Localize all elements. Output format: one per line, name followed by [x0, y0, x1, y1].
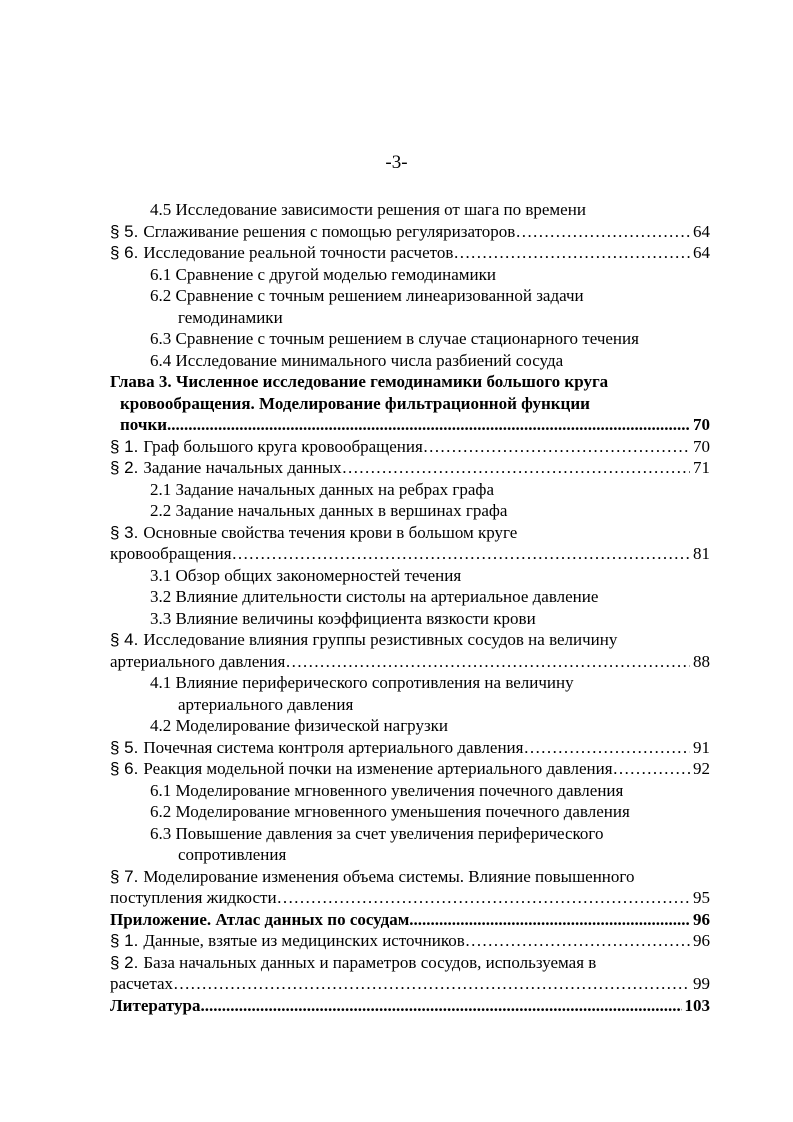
toc-literature-heading [110, 995, 710, 1017]
toc-entry-2-2 [110, 500, 710, 522]
toc-chapter-3-heading-end [110, 414, 710, 436]
toc-entry-text: Почечная система контроля артериального давления [143, 737, 524, 757]
dot-leader [167, 414, 690, 436]
section-mark: § 6. [110, 243, 139, 262]
section-mark: § 7. [110, 866, 139, 886]
dot-leader [200, 995, 681, 1017]
toc-entry-6-4 [110, 350, 710, 372]
toc-entry-3-2 [110, 586, 710, 608]
toc-entry-text: 4.2 Моделирование физической нагрузки [150, 716, 449, 735]
section-mark: § 3. [110, 522, 139, 542]
toc-entry-text: 6.2 Моделирование мгновенного уменьшения почечного давления [150, 802, 630, 821]
toc-entry-text: 6.3 Сравнение с точным решением в случае стационарного течения [150, 329, 639, 348]
toc-entry-4-1 [110, 672, 710, 694]
dot-leader [173, 973, 690, 995]
toc-entry-text: Приложение. Атлас данных по сосудам [110, 909, 410, 929]
toc-entry-4-5 [110, 199, 710, 221]
toc-entry-text: 4.1 Влияние периферического сопротивления на величину [150, 673, 574, 692]
toc-entry-6-3-kidney-continued [110, 844, 710, 866]
toc-entry-6-3 [110, 328, 710, 350]
dot-leader [613, 758, 690, 780]
toc-entry-text: кровообращения [110, 544, 232, 563]
toc-entry-text: 6.1 Моделирование мгновенного увеличения почечного давления [150, 780, 624, 800]
toc-entry-text: Моделирование изменения объема системы. Влияние повышенного [143, 866, 635, 886]
toc-entry-ch3-section-4-continued [110, 651, 710, 673]
toc-entry-text: База начальных данных и параметров сосудов, используемая в [143, 952, 597, 972]
dot-leader [423, 436, 690, 458]
toc-entry-6-3-kidney [110, 823, 710, 845]
toc-page-number: 64 [693, 243, 710, 262]
table-of-contents [110, 199, 710, 1016]
section-mark: § 2. [110, 458, 139, 477]
section-mark: § 1. [110, 931, 139, 950]
page-number: -3- [385, 152, 408, 173]
toc-entry-ch3-section-2 [110, 457, 710, 479]
section-mark: § 5. [110, 737, 139, 757]
toc-entry-text: Сглаживание решения с помощью регуляризаторов [143, 221, 516, 241]
section-mark: § 2. [110, 952, 139, 972]
dot-leader [465, 930, 690, 952]
toc-entry-6-2-continued [110, 307, 710, 329]
toc-entry-text: 6.2 Сравнение с точным решением линеаризованной задачи [150, 286, 584, 305]
toc-entry-ch3-section-1 [110, 436, 710, 458]
toc-entry-text: Реакция модельной почки на изменение артериального давления [143, 759, 613, 778]
toc-page-number: 96 [693, 909, 710, 929]
toc-page-number: 92 [693, 759, 710, 778]
toc-entry-text: гемодинамики [178, 307, 283, 327]
toc-entry-text: кровообращения. Моделирование фильтрационной функции [120, 393, 590, 413]
toc-entry-section-5 [110, 221, 710, 243]
toc-entry-text: 4.5 Исследование зависимости решения от шага по времени [150, 200, 586, 219]
dot-leader [409, 909, 690, 931]
toc-entry-4-1-continued [110, 694, 710, 716]
dot-leader [277, 887, 690, 909]
toc-page-number: 70 [693, 436, 710, 456]
toc-chapter-3-heading [110, 371, 710, 393]
toc-entry-ch3-section-3 [110, 522, 710, 544]
toc-entry-4-2 [110, 715, 710, 737]
toc-entry-3-3 [110, 608, 710, 630]
toc-page-number: 95 [693, 888, 710, 907]
toc-entry-text: 3.2 Влияние длительности систолы на артериальное давление [150, 587, 599, 606]
toc-entry-ch3-section-4 [110, 629, 710, 651]
section-mark: § 6. [110, 759, 139, 778]
toc-entry-text: Граф большого круга кровообращения [143, 436, 423, 456]
section-mark: § 4. [110, 630, 139, 649]
toc-entry-text: поступления жидкости [110, 888, 277, 907]
toc-entry-text: артериального давления [178, 694, 354, 714]
toc-entry-3-1 [110, 565, 710, 587]
toc-entry-text: Глава 3. Численное исследование гемодинамики большого круга [110, 372, 609, 391]
dot-leader [523, 737, 690, 759]
toc-entry-text: расчетах [110, 974, 174, 993]
toc-entry-ch3-section-7-continued [110, 887, 710, 909]
toc-entry-text: 2.2 Задание начальных данных в вершинах графа [150, 501, 508, 520]
toc-page-number: 88 [693, 651, 710, 671]
dot-leader [232, 543, 690, 565]
toc-entry-6-1 [110, 264, 710, 286]
toc-entry-appendix-section-2-continued [110, 973, 710, 995]
toc-entry-text: артериального давления [110, 651, 286, 671]
toc-entry-text: сопротивления [178, 845, 287, 864]
toc-entry-text: почки [120, 415, 168, 434]
toc-entry-text: Данные, взятые из медицинских источников [143, 931, 465, 950]
toc-entry-6-2-kidney [110, 801, 710, 823]
section-mark: § 5. [110, 221, 139, 241]
toc-page-number: 91 [693, 737, 710, 757]
toc-page-number: 96 [693, 931, 710, 950]
toc-entry-2-1 [110, 479, 710, 501]
toc-page-number: 64 [693, 221, 710, 241]
toc-page-number: 103 [684, 995, 710, 1015]
toc-page-number: 99 [693, 974, 710, 993]
toc-entry-text: 6.3 Повышение давления за счет увеличения периферического [150, 823, 604, 843]
toc-appendix-heading [110, 909, 710, 931]
toc-entry-ch3-section-7 [110, 866, 710, 888]
toc-entry-ch3-section-5 [110, 737, 710, 759]
toc-entry-appendix-section-1 [110, 930, 710, 952]
toc-entry-text: Задание начальных данных [143, 458, 342, 477]
toc-entry-text: Литература [110, 995, 201, 1015]
toc-entry-section-6 [110, 242, 710, 264]
toc-entry-text: 6.4 Исследование минимального числа разбиений сосуда [150, 350, 564, 370]
toc-entry-text: Основные свойства течения крови в большом круге [143, 522, 518, 542]
toc-entry-text: 6.1 Сравнение с другой моделью гемодинамики [150, 264, 496, 284]
toc-chapter-3-heading-continued [110, 393, 710, 415]
toc-entry-text: 2.1 Задание начальных данных на ребрах графа [150, 479, 494, 499]
toc-entry-text: 3.3 Влияние величины коэффициента вязкости крови [150, 608, 536, 628]
section-mark: § 1. [110, 436, 139, 456]
toc-entry-appendix-section-2 [110, 952, 710, 974]
toc-entry-ch3-section-6 [110, 758, 710, 780]
dot-leader [285, 651, 690, 673]
toc-page-number: 71 [693, 458, 710, 477]
toc-page-number: 70 [693, 415, 710, 434]
toc-entry-6-1-kidney [110, 780, 710, 802]
toc-entry-text: Исследование влияния группы резистивных сосудов на величину [143, 630, 618, 649]
dot-leader [515, 221, 690, 243]
toc-entry-text: Исследование реальной точности расчетов [143, 243, 454, 262]
toc-entry-text: 3.1 Обзор общих закономерностей течения [150, 565, 462, 585]
toc-page-number: 81 [693, 544, 710, 563]
dot-leader [342, 457, 690, 479]
dot-leader [453, 242, 690, 264]
toc-entry-ch3-section-3-continued [110, 543, 710, 565]
toc-entry-6-2 [110, 285, 710, 307]
